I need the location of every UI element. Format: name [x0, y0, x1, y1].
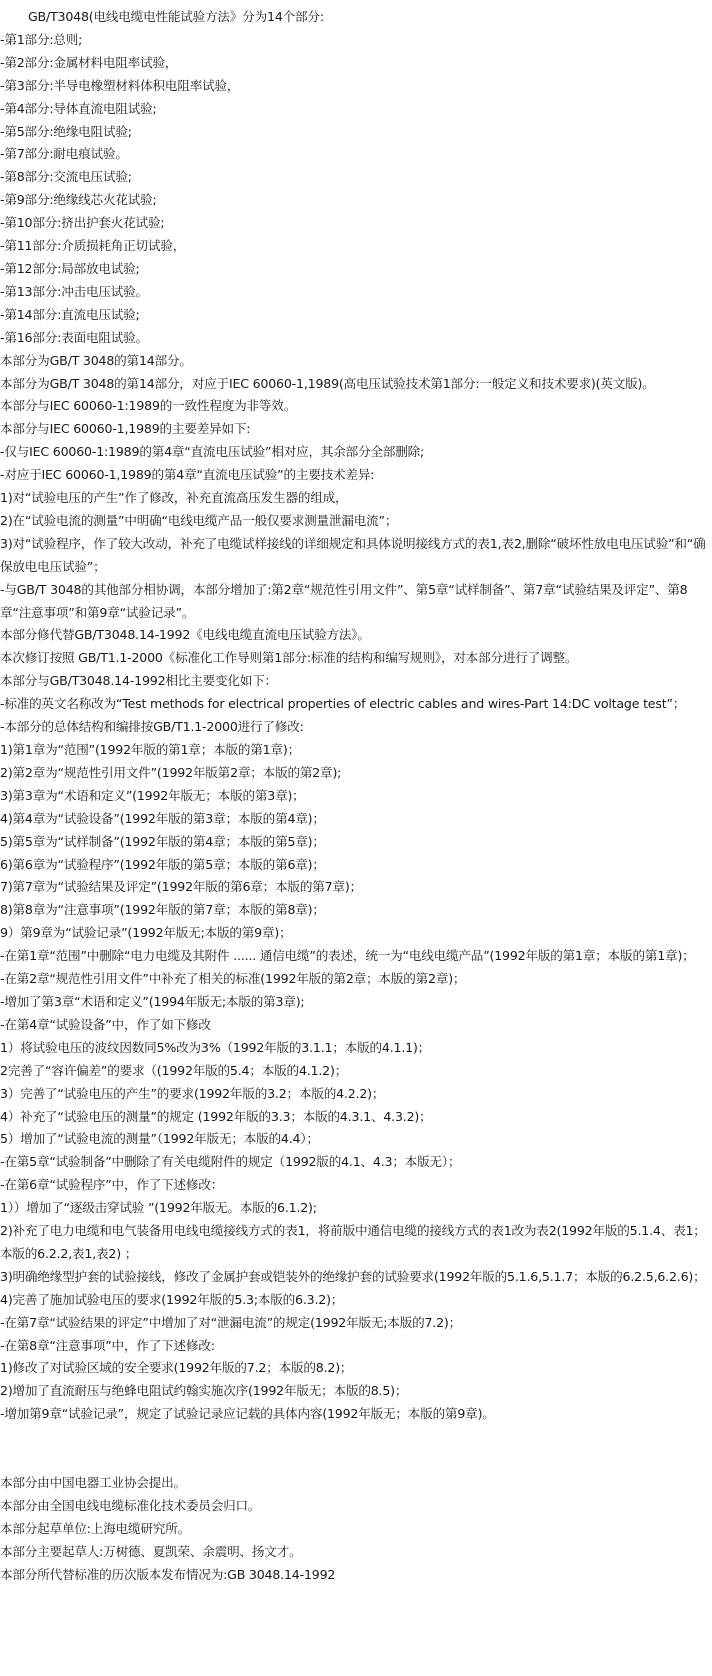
text-line: 本部分起草单位:上海电缆研究所。 — [0, 1520, 190, 1536]
text-line: -第3部分:半导电橡塑材料体积电阻率试验， — [0, 77, 240, 93]
text-line: 2)在“试验电流的测量”中明确“电线电缆产品一般仅要求测量泄漏电流”； — [0, 512, 398, 528]
text-line: -在第5章“试验制备”中删除了有关电缆附件的规定（1992版的4.1、4.3；本版无）； — [0, 1154, 461, 1170]
text-line: -第5部分:绝缘电阻试验; — [0, 123, 132, 139]
text-line: 本部分为GB/T 3048的第14部分。 — [0, 352, 192, 368]
text-line: -对应于IEC 60060-1,1989的第4章“直流电压试验”的主要技术差异: — [0, 467, 375, 483]
text-line: -在第1章“范围”中删除“电力电缆及其附件 ...... 通信电缆”的表述，统一为“电线电缆产品”(1992年版的第1章；本版的第1章)； — [0, 948, 695, 964]
text-line: 1)修改了对试验区域的安全要求(1992年版的7.2；本版的8.2)； — [0, 1360, 353, 1376]
text-line: 3)明确绝缘型护套的试验接线，修改了金属护套或铠装外的绝缘护套的试验要求(1992年版的5.1.6,5.1.7；本版的6.2.5,6.2.6)； — [0, 1268, 706, 1284]
text-line: 3)对“试验程序，作了较大改动，补充了电缆试样接线的详细规定和具体说明接线方式的表1,表2,删除“破坏性放电电压试验”和“确保放电电压试验”； — [0, 535, 706, 574]
text-line: -第16部分:表面电阻试验。 — [0, 329, 148, 345]
text-line: -在第7章“试验结果的评定”中增加了对“泄漏电流”的规定(1992年版无;本版的7.2)； — [0, 1314, 462, 1330]
text-line: -增加第9章“试验记录”，规定了试验记录应记载的具体内容(1992年版无；本版的第9章)。 — [0, 1406, 495, 1422]
text-line: 1）将试验电压的波纹因数同5%改为3%（1992年版的3.1.1；本版的4.1.1)； — [0, 1039, 431, 1055]
text-line: 2)第2章为“规范性引用文件”(1992年版第2章；本版的第2章); — [0, 764, 342, 780]
document-heading-line: GB/T3048(电线电缆电性能试验方法》分为14个部分: — [28, 9, 324, 24]
text-line: 3）完善了“试验电压的产生”的要求(1992年版的3.2；本版的4.2.2)； — [0, 1085, 385, 1101]
blank-line — [0, 1449, 712, 1472]
text-line: 本部分与GB/T3048.14-1992相比主要变化如下： — [0, 673, 277, 689]
text-line: 本部分所代替标准的历次版本发布情况为:GB 3048.14-1992 — [0, 1566, 336, 1582]
text-line: 本部分主要起草人:万树德、夏凯荣、余震明、扬文才。 — [0, 1543, 302, 1559]
text-line: 4)第4章为“试验设备”(1992年版的第3章；本版的第4章)； — [0, 810, 325, 826]
text-line: -第11部分:介质损耗角正切试验， — [0, 238, 186, 254]
text-line: -标准的英文名称改为“Test methods for electrical properties of electric cables and wires-Part 14:DC voltage test”； — [0, 696, 686, 712]
text-line: 1））增加了“逐级击穿试验 ”(1992年版无。本版的6.1.2); — [0, 1200, 317, 1216]
text-line: 1)对“试验电压的产生”作了修改，补充直流高压发生器的组成， — [0, 490, 348, 506]
text-line: -增加了第3章“术语和定义”(1994年版无;本版的第3章); — [0, 993, 305, 1009]
text-line: 本部分由中国电器工业协会提出。 — [0, 1474, 186, 1490]
text-line: -仅与IEC 60060-1:1989的第4章“直流电压试验”相对应，其余部分全部删除; — [0, 444, 425, 460]
blank-line — [0, 1426, 712, 1449]
text-line: 本次修订按照 GB/T1.1-2000《标准化工作导则第1部分:标准的结构和编写规则》，对本部分进行了调整。 — [0, 650, 578, 666]
text-line: -第10部分:挤出护套火花试验; — [0, 215, 165, 231]
text-line: 9）第9章为“试验记录”(1992年版无;本版的第9章)； — [0, 925, 292, 941]
text-line: -在第8章“注意事项”中，作了下述修改: — [0, 1337, 215, 1353]
text-line: 本部分修代替GB/T3048.14-1992《电线电缆直流电压试验方法》。 — [0, 627, 370, 643]
text-line: 1)第1章为“范围”(1992年版的第1章；本版的第1章)； — [0, 742, 300, 757]
text-line: -第8部分:交流电压试验; — [0, 169, 132, 185]
text-line: -第13部分:冲击电压试验。 — [0, 283, 148, 299]
text-line: 2)增加了直流耐压与绝蜂电阻试约翰实施次序(1992年版无；本版的8.5)； — [0, 1383, 408, 1399]
text-line: -第7部分:耐电痕试验。 — [0, 146, 128, 162]
text-line: -本部分的总体结构和编排按GB/T1.1-2000进行了修改: — [0, 719, 304, 735]
text-line: 2)补充了电力电缆和电气装备用电线电缆接线方式的表1，将前版中通信电缆的接线方式的表1改为表2(1992年版的5.1.4、表1；本版的6.2.2,表1,表2) ； — [0, 1223, 706, 1261]
text-line: -第14部分:直流电压试验; — [0, 306, 140, 322]
text-line: 5)第5章为“试样制备”(1992年版的第4章；本版的第5章)； — [0, 833, 325, 849]
text-line: 本部分由全国电线电缆标准化技术委员会归口。 — [0, 1497, 261, 1513]
text-line: -第9部分:绝缘线芯火花试验; — [0, 192, 157, 208]
text-line: 本部分与IEC 60060-1:1989的一致性程度为非等效。 — [0, 398, 297, 414]
text-line: -第12部分:局部放电试验; — [0, 260, 140, 276]
text-line: 8)第8章为“注意事项”(1992年版的第7章；本版的第8章)； — [0, 902, 325, 918]
text-line: 本部分与IEC 60060-1,1989的主要差异如下: — [0, 421, 251, 437]
text-line: 7)第7章为“试验结果及评定”(1992年版的第6章；本版的第7章)； — [0, 879, 362, 895]
text-line: -第2部分:金属材料电阻率试验， — [0, 54, 178, 70]
text-line: 2完善了“容许偏差”的要求（(1992年版的5.4；本版的4.1.2)； — [0, 1062, 348, 1078]
text-line: -第1部分:总则; — [0, 31, 83, 47]
text-line: 6)第6章为“试验程序”(1992年版的第5章；本版的第6章)； — [0, 856, 325, 872]
text-line: -在第6章“试验程序”中，作了下述修改： — [0, 1177, 224, 1193]
text-line: -在第2章“规范性引用文件”中补充了相关的标准(1992年版的第2章；本版的第2章)； — [0, 971, 466, 987]
text-line: -在第4章“试验设备”中，作了如下修改 — [0, 1016, 211, 1032]
text-line: 4）补充了“试验电压的测量”的规定 (1992年版的3.3；本版的4.3.1、4.3.2)； — [0, 1108, 432, 1124]
text-line: 4)完善了施加试验电压的要求(1992年版的5.3;本版的6.3.2)； — [0, 1291, 344, 1307]
text-line: 本部分为GB/T 3048的第14部分，对应于IEC 60060-1,1989(高电压试验技术第1部分:一般定义和技术要求)(英文版)。 — [0, 375, 655, 391]
text-line: 3)第3章为“术语和定义”(1992年版无；本版的第3章)； — [0, 787, 305, 803]
text-line: 5）增加了“试验电流的测量”（1992年版无；本版的4.4）； — [0, 1131, 319, 1147]
text-line: -第4部分:导体直流电阻试验; — [0, 100, 157, 116]
text-line: -与GB/T 3048的其他部分相协调，本部分增加了:第2章“规范性引用文件”、第5章“试样制备”、第7章“试验结果及评定”、第8章“注意事项”和第9章“试验记录”。 — [0, 581, 688, 620]
